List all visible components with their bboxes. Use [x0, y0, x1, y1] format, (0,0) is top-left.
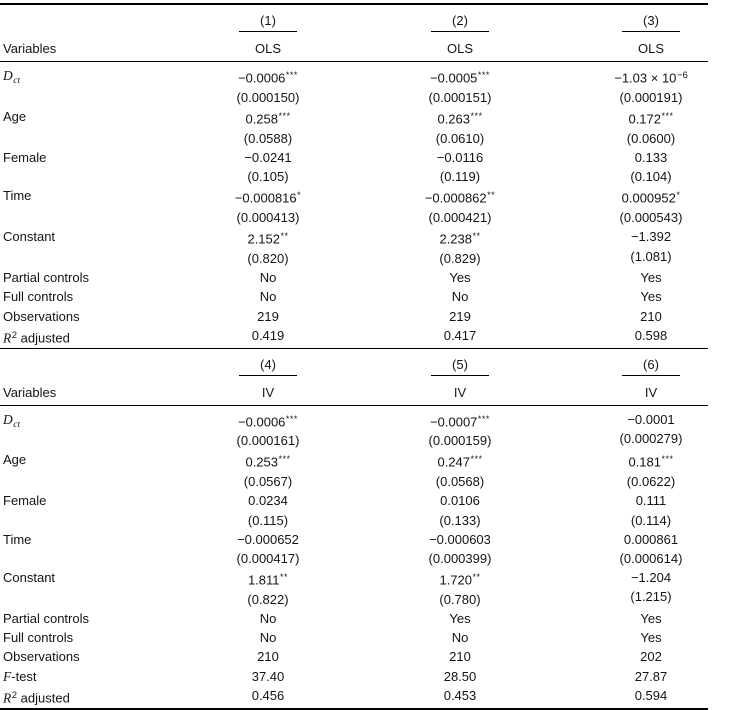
value-cell — [172, 107, 364, 148]
standard-error: (0.115) — [247, 512, 289, 528]
coefficient-value: −0.000603 — [429, 531, 491, 547]
standard-error: (0.119) — [439, 169, 481, 185]
panel-ols-panel — [0, 5, 708, 347]
coefficient-value: Yes — [640, 630, 662, 646]
value-cell — [364, 148, 556, 186]
table-row — [0, 647, 746, 666]
value-cell — [172, 568, 364, 609]
column-numbers-row — [0, 349, 746, 376]
table-row — [0, 148, 746, 186]
column-numbers-row — [0, 5, 746, 32]
row-label: Full controls — [3, 289, 74, 305]
coefficient-value: 0.419 — [251, 327, 285, 343]
coefficient-value: Yes — [640, 611, 662, 627]
row-label: $R^2$ adjusted — [3, 689, 70, 706]
row-label: Observations — [3, 308, 80, 324]
standard-error: (0.000279) — [619, 430, 683, 446]
value-cell — [364, 307, 556, 326]
row-label: $R^2$ adjusted — [3, 329, 70, 346]
coefficient-value: −0.0001 — [627, 411, 675, 427]
value-cell — [364, 107, 556, 148]
method-row — [0, 376, 746, 405]
method-header: IV — [261, 384, 275, 400]
value-cell — [556, 107, 746, 148]
standard-error: (0.000413) — [236, 210, 300, 226]
column-rule — [431, 31, 489, 32]
significance-stars: *** — [477, 70, 490, 81]
coefficient-value: 0.172*** — [628, 111, 674, 127]
column-rule — [239, 375, 297, 376]
standard-error: (1.215) — [630, 589, 672, 605]
variables-header: Variables — [3, 41, 57, 57]
coefficient-value: −1.204 — [630, 570, 672, 586]
significance-stars: ** — [280, 572, 289, 583]
standard-error: (0.000417) — [236, 550, 300, 566]
significance-stars: ** — [472, 231, 481, 242]
column-number-cell — [364, 357, 556, 376]
standard-error: (0.000159) — [428, 433, 492, 449]
coefficient-value: 1.811** — [247, 572, 289, 588]
row-label: Age — [3, 452, 27, 468]
row-label: Partial controls — [3, 611, 89, 627]
value-cell — [172, 530, 364, 568]
coefficient-value: Yes — [640, 289, 662, 305]
table-row — [0, 667, 746, 686]
coefficient-value: −0.000862** — [424, 190, 496, 206]
row-label: Constant — [3, 570, 56, 586]
value-cell — [556, 450, 746, 491]
value-cell — [172, 268, 364, 287]
value-cell — [172, 647, 364, 666]
value-cell — [172, 186, 364, 227]
significance-stars: *** — [661, 454, 674, 465]
method-header: OLS — [446, 41, 473, 57]
coefficient-value: −0.0005*** — [430, 70, 490, 86]
significance-stars: *** — [278, 454, 291, 465]
standard-error: (0.104) — [630, 169, 672, 185]
value-cell — [556, 186, 746, 227]
row-label: Constant — [3, 229, 56, 245]
coefficient-value: 0.263*** — [437, 111, 483, 127]
math-superscript: 2 — [11, 329, 18, 341]
value-cell — [556, 307, 746, 326]
value-cell — [172, 410, 364, 451]
table-row — [0, 410, 746, 451]
coefficient-value: −0.0006*** — [238, 70, 298, 86]
coefficient-value: 1.720** — [439, 572, 481, 588]
math-symbol: F — [3, 668, 12, 684]
standard-error: (0.829) — [439, 251, 481, 267]
coefficient-value: No — [451, 630, 469, 646]
column-number-cell — [172, 13, 364, 32]
coefficient-value: 0.247*** — [437, 454, 483, 470]
standard-error: (0.0568) — [435, 474, 485, 490]
header-rule — [0, 405, 708, 406]
value-cell — [172, 491, 364, 529]
value-exponent: −6 — [676, 70, 688, 82]
coefficient-value: 2.152** — [247, 231, 289, 247]
value-cell — [364, 491, 556, 529]
coefficient-value: −0.000652 — [237, 531, 299, 547]
method-row — [0, 32, 746, 61]
value-cell — [172, 450, 364, 491]
standard-error: (0.105) — [247, 169, 289, 185]
value-cell — [556, 268, 746, 287]
standard-error: (0.000421) — [428, 210, 492, 226]
standard-error: (0.0588) — [243, 130, 293, 146]
column-number-label: (1) — [260, 13, 276, 29]
value-cell — [364, 410, 556, 451]
math-subscript: ct — [13, 76, 21, 87]
table-row — [0, 568, 746, 609]
coefficient-value: 0.133 — [634, 150, 668, 165]
coefficient-value: 210 — [257, 649, 279, 665]
coefficient-value: No — [259, 270, 277, 286]
row-label — [0, 66, 172, 107]
coefficient-value: −0.0006*** — [238, 413, 298, 430]
standard-error: (0.822) — [247, 591, 289, 607]
value-cell — [364, 326, 556, 348]
row-label: Time — [3, 188, 32, 204]
value-cell — [556, 609, 746, 628]
column-rule — [431, 375, 489, 376]
standard-error: (0.820) — [247, 251, 289, 267]
math-symbol: D — [3, 411, 13, 427]
value-cell — [172, 287, 364, 306]
column-number-label: (4) — [260, 356, 276, 372]
value-cell — [556, 148, 746, 186]
value-cell — [556, 326, 746, 348]
value-cell — [364, 450, 556, 491]
column-rule — [622, 31, 680, 32]
row-label: Time — [3, 531, 32, 547]
standard-error: (0.000161) — [236, 433, 300, 449]
standard-error: (0.000151) — [428, 89, 492, 105]
row-label: Female — [3, 150, 47, 165]
value-cell — [172, 148, 364, 186]
coefficient-value: −0.000816* — [234, 190, 302, 206]
row-label: Observations — [3, 649, 80, 665]
row-label: Age — [3, 109, 27, 125]
column-rule — [239, 31, 297, 32]
table-row — [0, 450, 746, 491]
coefficient-value: −1.392 — [630, 229, 672, 245]
coefficient-value: Yes — [449, 611, 471, 627]
standard-error: (0.0567) — [243, 474, 293, 490]
bottom-rule — [0, 708, 708, 710]
coefficient-value: 27.87 — [634, 668, 668, 684]
method-header: OLS — [637, 41, 664, 57]
table-row — [0, 268, 746, 287]
column-number-cell — [556, 13, 746, 32]
value-cell — [556, 667, 746, 686]
row-label: Full controls — [3, 630, 74, 646]
standard-error: (0.000543) — [619, 210, 683, 226]
column-number-cell — [172, 357, 364, 376]
coefficient-value: 0.598 — [634, 327, 668, 343]
coefficient-value: 0.456 — [251, 687, 285, 703]
value-cell — [364, 287, 556, 306]
value-cell — [556, 491, 746, 529]
coefficient-value: 202 — [640, 649, 662, 665]
value-cell — [556, 686, 746, 708]
table-row — [0, 326, 746, 348]
significance-stars: *** — [477, 413, 490, 424]
standard-error: (0.000614) — [619, 550, 683, 566]
math-symbol: D — [3, 68, 13, 84]
standard-error: (0.000191) — [619, 89, 683, 105]
value-cell — [556, 410, 746, 451]
coefficient-value: 2.238** — [439, 231, 481, 247]
coefficient-value: $-1.03 \times 10^{-6}$ — [614, 70, 688, 86]
coefficient-value: Yes — [640, 270, 662, 286]
value-cell — [364, 667, 556, 686]
value-cell — [364, 647, 556, 666]
table-row — [0, 107, 746, 148]
table-row — [0, 530, 746, 568]
regression-table — [0, 5, 708, 707]
coefficient-value: 0.181*** — [628, 454, 674, 470]
significance-stars: *** — [285, 413, 298, 424]
coefficient-value: 210 — [449, 649, 471, 665]
value-cell — [172, 686, 364, 708]
value-cell — [556, 227, 746, 268]
method-header: OLS — [254, 41, 281, 57]
coefficient-value: Yes — [449, 270, 471, 286]
standard-error: (0.000399) — [428, 550, 492, 566]
coefficient-value: −0.0241 — [244, 150, 292, 165]
value-cell — [172, 227, 364, 268]
coefficient-value: 0.000861 — [623, 531, 679, 547]
coefficient-value: 0.253*** — [245, 454, 291, 470]
value-cell — [364, 186, 556, 227]
value-cell — [556, 647, 746, 666]
significance-stars: *** — [278, 111, 291, 122]
coefficient-value: −0.0116 — [436, 150, 484, 165]
math-superscript: 2 — [11, 689, 18, 701]
table-row — [0, 686, 746, 708]
value-cell — [556, 628, 746, 647]
significance-stars: * — [297, 190, 302, 201]
table-row — [0, 307, 746, 326]
significance-stars: *** — [470, 111, 483, 122]
method-header: IV — [644, 384, 658, 400]
row-label: Female — [3, 493, 47, 509]
standard-error: (0.0622) — [626, 474, 676, 490]
standard-error: (0.000150) — [236, 89, 300, 105]
value-cell — [364, 530, 556, 568]
value-cell — [364, 686, 556, 708]
column-number-label: (6) — [643, 356, 659, 372]
table-row — [0, 491, 746, 529]
value-cell — [556, 287, 746, 306]
table-row — [0, 628, 746, 647]
table-row — [0, 227, 746, 268]
column-number-cell — [556, 357, 746, 376]
column-rule — [622, 375, 680, 376]
value-cell — [364, 568, 556, 609]
coefficient-value: 28.50 — [443, 668, 477, 684]
coefficient-value: 0.417 — [443, 327, 477, 343]
method-header: IV — [453, 384, 467, 400]
standard-error: (1.081) — [630, 248, 672, 264]
table-row — [0, 287, 746, 306]
value-cell — [172, 667, 364, 686]
value-cell — [172, 307, 364, 326]
column-number-label: (5) — [452, 356, 468, 372]
standard-error: (0.0610) — [435, 130, 485, 146]
value-cell — [364, 628, 556, 647]
standard-error: (0.780) — [439, 591, 481, 607]
value-cell — [172, 628, 364, 647]
column-number-label: (2) — [452, 13, 468, 29]
significance-stars: * — [676, 190, 681, 201]
coefficient-value: No — [451, 289, 469, 305]
row-label: F-test — [3, 668, 37, 684]
variables-header: Variables — [3, 384, 57, 400]
standard-error: (0.114) — [630, 512, 672, 528]
table-row — [0, 609, 746, 628]
empty-corner-cell — [0, 357, 172, 376]
value-cell — [556, 66, 746, 107]
coefficient-value: 37.40 — [251, 668, 285, 684]
significance-stars: ** — [487, 190, 496, 201]
empty-corner-cell — [0, 13, 172, 32]
panel-iv-panel — [0, 349, 708, 708]
column-number-label: (3) — [643, 13, 659, 29]
column-number-cell — [364, 13, 556, 32]
math-symbol: R — [3, 690, 12, 706]
coefficient-value: 219 — [449, 308, 471, 324]
coefficient-value: No — [259, 630, 277, 646]
coefficient-value: 0.0106 — [440, 493, 480, 509]
significance-stars: ** — [472, 572, 481, 583]
coefficient-value: 0.111 — [635, 493, 667, 509]
value-cell — [172, 66, 364, 107]
value-cell — [364, 609, 556, 628]
coefficient-value: 210 — [640, 308, 662, 324]
coefficient-value: 0.000952* — [621, 190, 681, 206]
value-cell — [364, 268, 556, 287]
significance-stars: *** — [285, 70, 298, 81]
row-label — [0, 410, 172, 451]
value-cell — [556, 568, 746, 609]
table-row — [0, 66, 746, 107]
standard-error: (0.133) — [439, 512, 481, 528]
row-label: Partial controls — [3, 270, 89, 286]
coefficient-value: 0.0234 — [248, 493, 288, 509]
significance-stars: *** — [661, 111, 674, 122]
header-rule — [0, 61, 708, 62]
coefficient-value: 0.594 — [634, 687, 668, 703]
value-cell — [556, 530, 746, 568]
table-row — [0, 186, 746, 227]
value-cell — [364, 66, 556, 107]
value-cell — [364, 227, 556, 268]
standard-error: (0.0600) — [626, 130, 676, 146]
significance-stars: ** — [280, 231, 289, 242]
coefficient-value: 219 — [257, 308, 279, 324]
significance-stars: *** — [470, 454, 483, 465]
value-cell — [172, 326, 364, 348]
coefficient-value: No — [259, 611, 277, 627]
math-subscript: ct — [13, 419, 21, 430]
coefficient-value: No — [259, 289, 277, 305]
coefficient-value: 0.258*** — [245, 111, 291, 127]
value-cell — [172, 609, 364, 628]
coefficient-value: −0.0007*** — [430, 413, 490, 430]
coefficient-value: 0.453 — [443, 687, 477, 703]
math-symbol: R — [3, 330, 12, 346]
